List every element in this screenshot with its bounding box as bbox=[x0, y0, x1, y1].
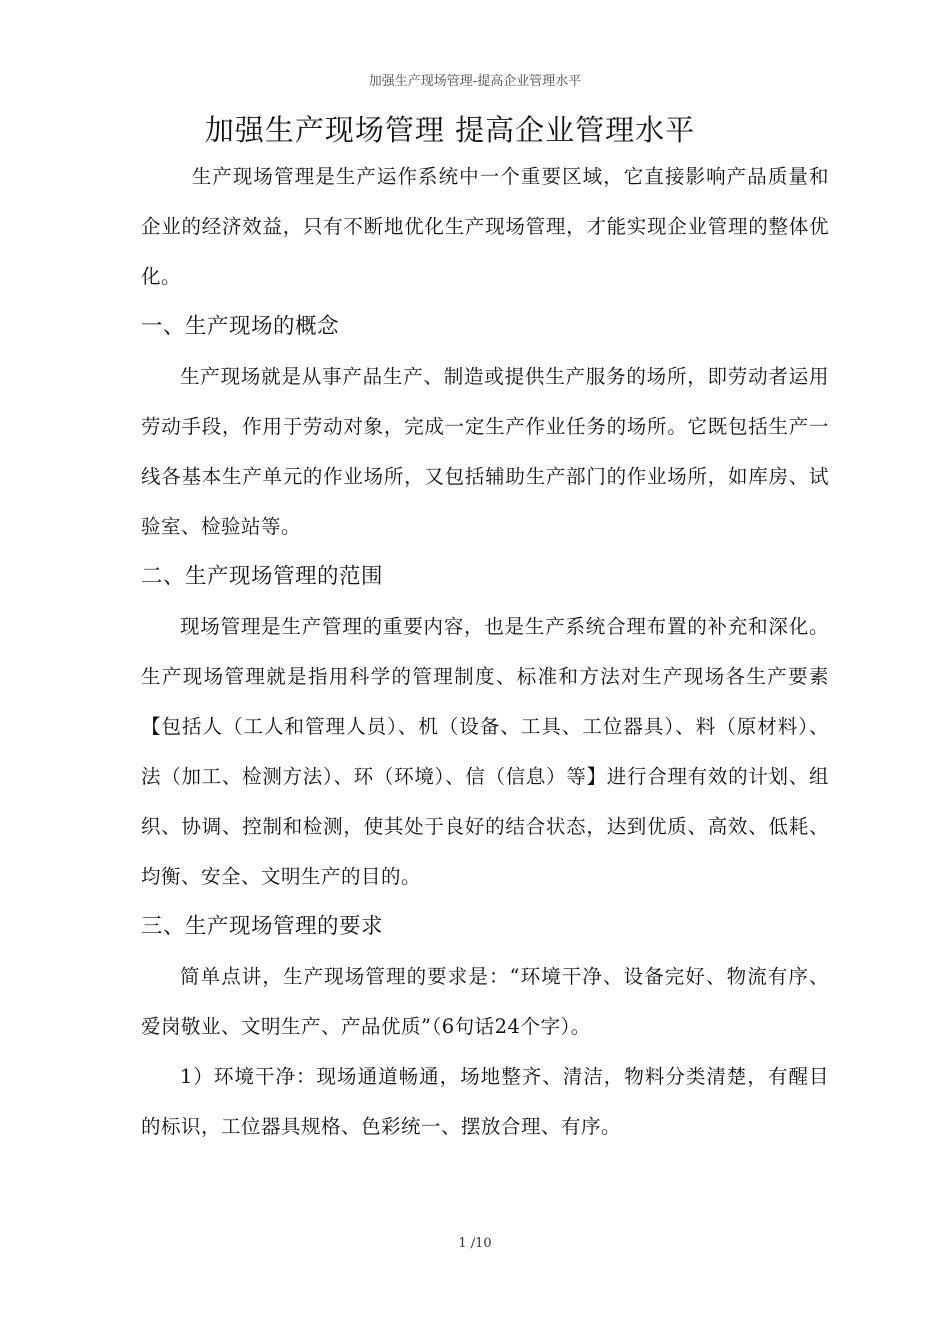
page-number: 1 /10 bbox=[458, 1236, 492, 1251]
running-header: 加强生产现场管理-提高企业管理水平 bbox=[368, 74, 582, 89]
section-paragraph-concept: 生产现场就是从事产品生产、制造或提供生产服务的场所，即劳动者运用劳动手段，作用于劳动对象，完成一定生产作业任务的场所。它既包括生产一线各基本生产单元的作业场所，又包括辅助生产部门的作业场所，如库房、试验室、检验站等。 bbox=[141, 365, 829, 538]
document-body bbox=[141, 152, 829, 1152]
section-heading-scope: 二、生产现场管理的范围 bbox=[141, 564, 384, 589]
section-heading-concept: 一、生产现场的概念 bbox=[141, 314, 340, 339]
requirement-item-1: 1）环境干净：现场通道畅通，场地整齐、清洁，物料分类清楚，有醒目的标识，工位器具规格、色彩统一、摆放合理、有序。 bbox=[141, 1065, 829, 1138]
section-heading-requirements: 三、生产现场管理的要求 bbox=[141, 914, 384, 939]
section-paragraph-scope: 现场管理是生产管理的重要内容，也是生产系统合理布置的补充和深化。生产现场管理就是指用科学的管理制度、标准和方法对生产现场各生产要素【包括人（工人和管理人员）、机（设备、工具、工位器具）、料（原材料）、法（加工、检测方法）、环（环境）、信（信息）等】进行合理有效的计划、组织、协调、控制和检测，使其处于良好的结合状态，达到优质、高效、低耗、均衡、安全、文明生产的目的。 bbox=[141, 615, 829, 888]
document-title: 加强生产现场管理 提高企业管理水平 bbox=[204, 113, 696, 147]
section-paragraph-requirements: 简单点讲，生产现场管理的要求是：“环境干净、设备完好、物流有序、爱岗敬业、文明生产、产品优质”（6句话24个字）。 bbox=[141, 965, 829, 1038]
intro-paragraph: 生产现场管理是生产运作系统中一个重要区域，它直接影响产品质量和企业的经济效益，只有不断地优化生产现场管理，才能实现企业管理的整体优化。 bbox=[141, 165, 829, 288]
